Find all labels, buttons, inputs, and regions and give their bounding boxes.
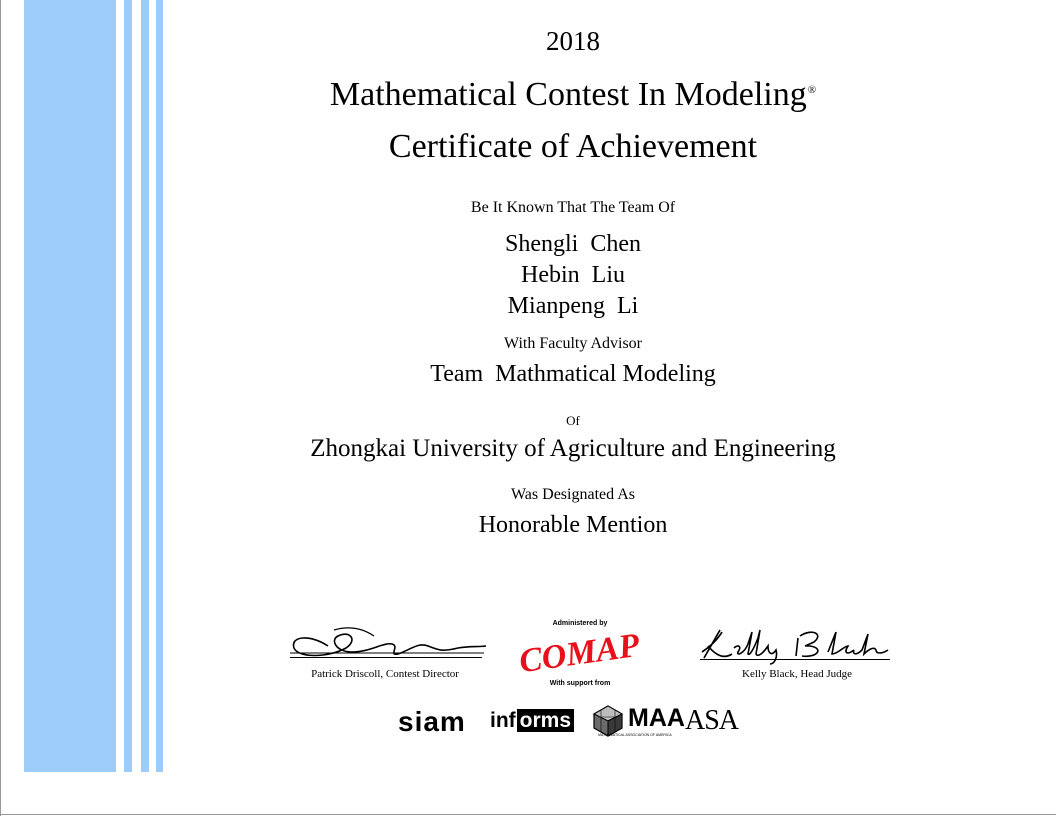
team-member-2: Hebin Liu [521, 262, 625, 288]
support-label: With support from [549, 680, 611, 687]
page-border-left [0, 0, 1, 816]
informs-logo: inf orms [489, 706, 574, 734]
asa-logo: ASA [685, 705, 739, 736]
siam-logo: siam [398, 706, 466, 737]
comap-logo-text: COMAP [516, 626, 642, 681]
of-label: Of [566, 413, 580, 428]
institution-name: Zhongkai University of Agriculture and Engineering [310, 435, 836, 462]
director-signature-image [288, 622, 488, 666]
page-border-bottom [0, 814, 1056, 815]
advisor-label: With Faculty Advisor [503, 335, 643, 352]
intro-text: Be It Known That The Team Of [470, 199, 676, 216]
director-caption: Patrick Driscoll, Contest Director [311, 668, 459, 680]
maa-subtitle: MATHEMATICAL ASSOCIATION OF AMERICA [598, 733, 672, 737]
administered-by-label: Administered by [552, 620, 608, 627]
certificate-heading: Certificate of Achievement [388, 128, 758, 165]
registered-mark: ® [807, 83, 817, 96]
judge-caption: Kelly Black, Head Judge [742, 668, 852, 680]
designation-label: Was Designated As [510, 486, 636, 503]
stripe-narrow-3 [156, 0, 163, 772]
stripe-narrow-1 [124, 0, 132, 772]
comap-logo [516, 626, 642, 681]
contest-name: Mathematical Contest In Modeling [329, 76, 807, 113]
designation-award: Honorable Mention [478, 512, 668, 538]
team-member-3: Mianpeng Li [507, 293, 639, 319]
signature-line-left [290, 657, 482, 658]
stripe-narrow-2 [141, 0, 149, 772]
contest-title [330, 78, 816, 112]
stripe-wide [24, 0, 116, 772]
certificate-year: 2018 [546, 26, 600, 56]
signature-line-right [700, 659, 890, 660]
team-member-1: Shengli Chen [505, 231, 641, 257]
maa-logo-text: MAA [628, 704, 685, 732]
advisor-name: Team Mathmatical Modeling [430, 361, 716, 387]
